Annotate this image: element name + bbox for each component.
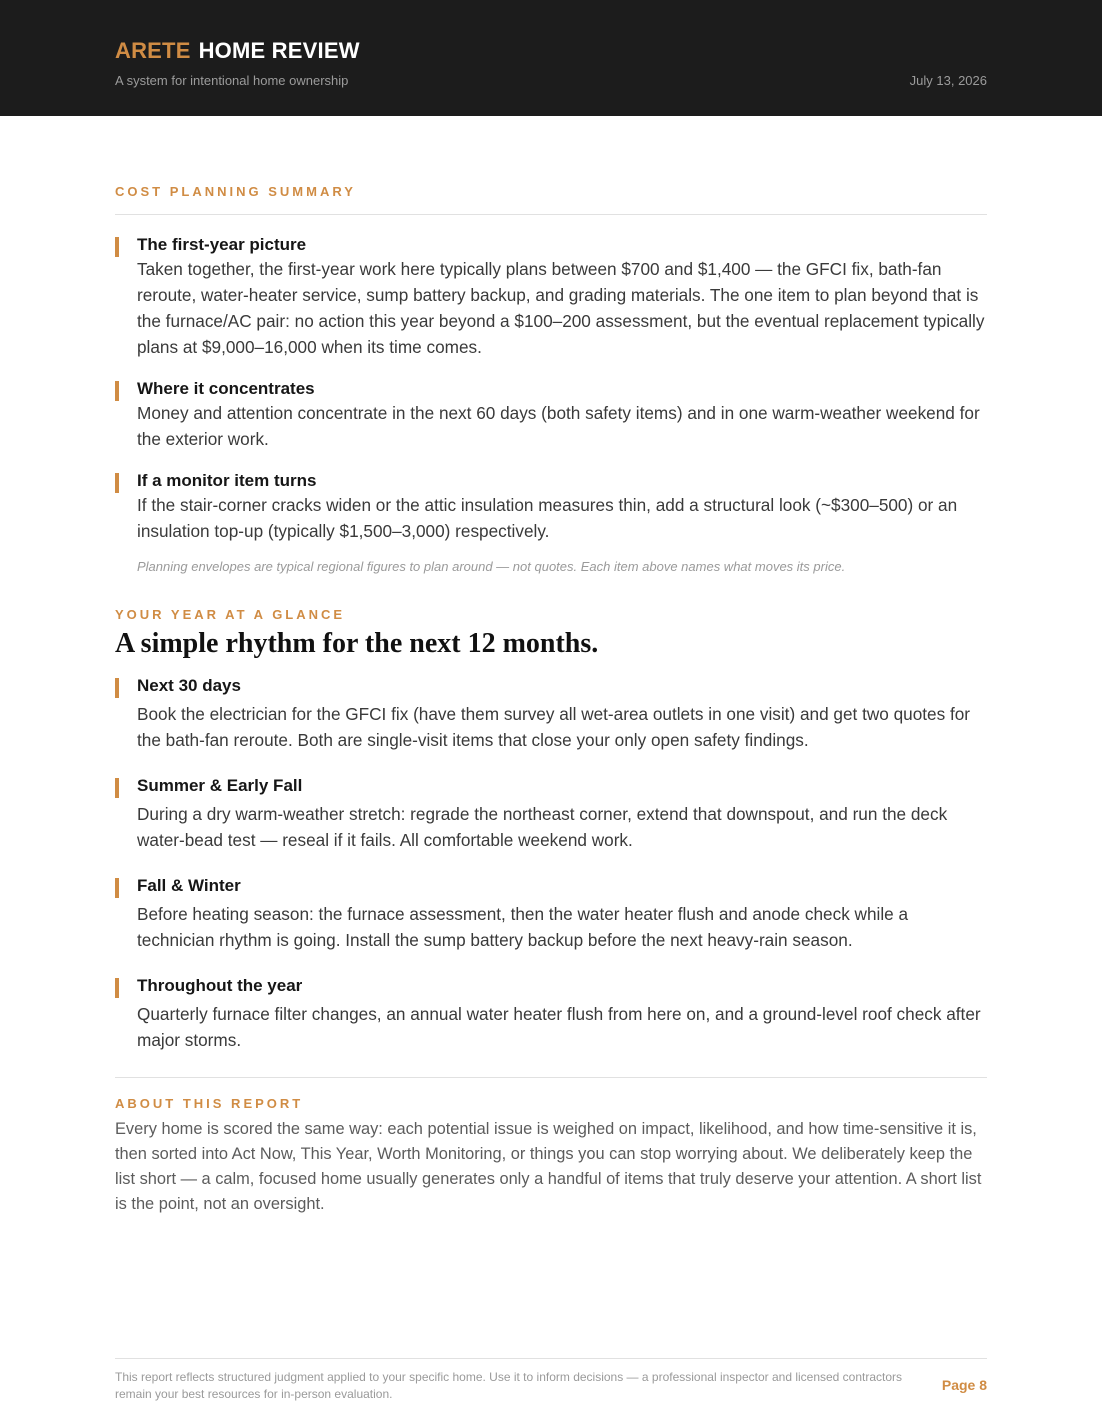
year-block-next-30-days: [115, 675, 987, 753]
block-body: Before heating season: the furnace assessment, then the water heater flush and anode check while a technician rhythm is going. Install the sump battery backup before the next heavy-rain season.: [137, 904, 909, 950]
page-number: Page 8: [941, 1377, 987, 1393]
block-title: The first-year picture: [137, 235, 307, 254]
accent-bar: [115, 473, 119, 493]
year-eyebrow: YOUR YEAR AT A GLANCE: [115, 607, 346, 622]
block-title: Next 30 days: [137, 676, 241, 695]
cost-block-monitor: [115, 470, 987, 544]
year-block-throughout: [115, 975, 987, 1053]
block-body: Taken together, the first-year work here typically plans between $700 and $1,400 — the GFCI fix, bath-fan reroute, water-heater service, sump battery backup, and grading materials. The one item to plan beyond that is the furnace/AC pair: no action this year beyond a $100–200 assessment, but the eventual replacement typically plans at $9,000–16,000 when its time comes.: [137, 259, 985, 357]
about-eyebrow: ABOUT THIS REPORT: [115, 1096, 304, 1111]
accent-bar: [115, 878, 119, 898]
report-footer: [115, 1358, 987, 1401]
section-divider: [115, 1077, 987, 1078]
year-block-summer: [115, 775, 987, 853]
planning-note: Planning envelopes are typical regional figures to plan around — not quotes. Each item above names what moves its price.: [137, 559, 846, 574]
section-divider: [115, 214, 987, 215]
accent-bar: [115, 978, 119, 998]
block-title: Fall & Winter: [137, 876, 241, 895]
footer-disclaimer: This report reflects structured judgment applied to your specific home. Use it to inform decisions — a professional inspector and licensed contractors remain your best resources for in-person evaluation.: [115, 1370, 903, 1401]
brand-logo: [115, 38, 360, 64]
report-date: July 13, 2026: [909, 73, 987, 88]
cost-summary-eyebrow: COST PLANNING SUMMARY: [115, 184, 356, 199]
accent-bar: [115, 778, 119, 798]
block-title: Summer & Early Fall: [137, 776, 303, 795]
block-body: During a dry warm-weather stretch: regrade the northeast corner, extend that downspout, and run the deck water-bead test — reseal if it fails. All comfortable weekend work.: [137, 804, 948, 850]
cost-block-first-year: [115, 234, 987, 360]
accent-bar: [115, 237, 119, 257]
brand-title: HOME REVIEW: [198, 38, 360, 63]
block-body: Book the electrician for the GFCI fix (have them survey all wet-area outlets in one visit) and get two quotes for the bath-fan reroute. Both are single-visit items that close your only open safety findings.: [137, 704, 971, 750]
brand-accent: ARETE: [115, 38, 191, 63]
brand-tagline: A system for intentional home ownership: [115, 73, 349, 88]
block-body: Quarterly furnace filter changes, an annual water heater flush from here on, and a ground-level roof check after major storms.: [137, 1004, 981, 1050]
block-body: Money and attention concentrate in the next 60 days (both safety items) and in one warm-weather weekend for the exterior work.: [137, 403, 980, 449]
report-header: [0, 0, 1102, 116]
block-title: If a monitor item turns: [137, 471, 317, 490]
report-content: [115, 184, 987, 1217]
accent-bar: [115, 381, 119, 401]
block-title: Where it concentrates: [137, 379, 315, 398]
block-body: If the stair-corner cracks widen or the attic insulation measures thin, add a structural look (~$300–500) or an insulation top-up (typically $1,500–3,000) respectively.: [137, 495, 958, 541]
year-headline: A simple rhythm for the next 12 months.: [115, 628, 599, 659]
accent-bar: [115, 678, 119, 698]
year-block-fall-winter: [115, 875, 987, 953]
cost-block-concentrates: [115, 378, 987, 452]
about-body: Every home is scored the same way: each potential issue is weighed on impact, likelihood, and how time-sensitive it is, then sorted into Act Now, This Year, Worth Monitoring, or things you can stop worrying about. We deliberately keep the list short — a calm, focused home usually generates only a handful of items that truly deserve your attention. A short list is the point, not an oversight.: [115, 1120, 982, 1213]
block-title: Throughout the year: [137, 976, 303, 995]
